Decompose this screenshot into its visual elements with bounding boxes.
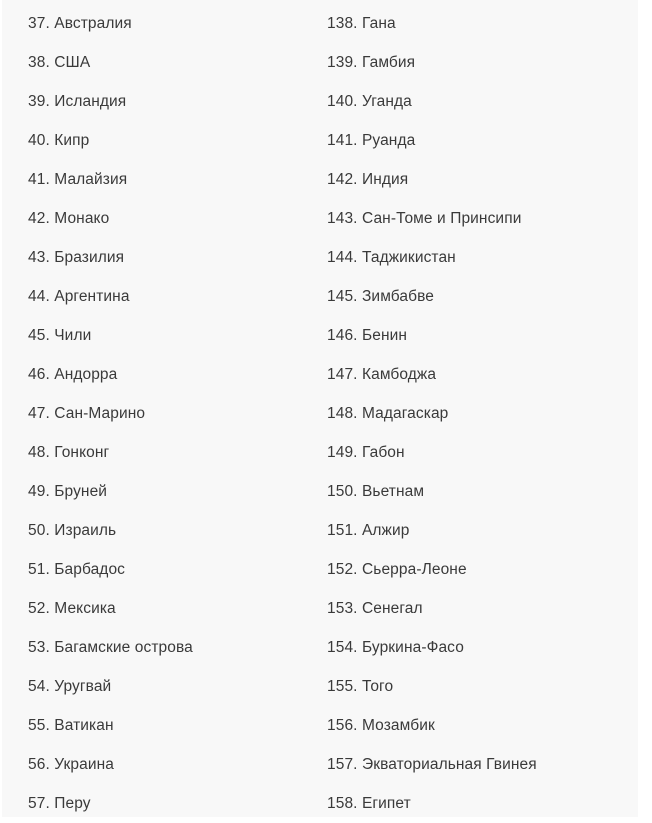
list-item: 50. Израиль [28,522,117,539]
list-item: 142. Индия [327,171,409,188]
list-item: 139. Гамбия [327,54,416,71]
list-item: 38. США [28,54,91,71]
list-item: 140. Уганда [327,93,412,110]
list-item: 42. Монако [28,210,110,227]
list-item: 148. Мадагаскар [327,405,449,422]
list-item: 144. Таджикистан [327,249,456,266]
list-item: 44. Аргентина [28,288,130,305]
list-item: 141. Руанда [327,132,416,149]
list-item: 53. Багамские острова [28,639,193,656]
list-item: 54. Уругвай [28,678,112,695]
list-item: 51. Барбадос [28,561,126,578]
list-item: 145. Зимбабве [327,288,434,305]
list-item: 45. Чили [28,327,92,344]
list-item: 143. Сан-Томе и Принсипи [327,210,522,227]
country-list-right-column [327,4,537,823]
list-item: 52. Мексика [28,600,116,617]
list-item: 39. Исландия [28,93,127,110]
list-item: 49. Бруней [28,483,108,500]
country-list-panel [2,0,638,817]
list-item: 55. Ватикан [28,717,114,734]
list-item: 57. Перу [28,795,91,812]
list-item: 56. Украина [28,756,114,773]
list-item: 153. Сенегал [327,600,423,617]
list-item: 155. Того [327,678,394,695]
list-item: 37. Австралия [28,15,132,32]
list-item: 146. Бенин [327,327,408,344]
list-item: 154. Буркина-Фасо [327,639,464,656]
list-item: 149. Габон [327,444,405,461]
list-item: 48. Гонконг [28,444,110,461]
list-item: 138. Гана [327,15,396,32]
list-item: 41. Малайзия [28,171,128,188]
list-item: 43. Бразилия [28,249,125,266]
list-item: 147. Камбоджа [327,366,437,383]
list-item: 156. Мозамбик [327,717,435,734]
list-item: 157. Экваториальная Гвинея [327,756,537,773]
list-item: 40. Кипр [28,132,90,149]
list-item: 158. Египет [327,795,411,812]
list-item: 46. Андорра [28,366,118,383]
country-list-left-column [28,4,193,823]
list-item: 152. Сьерра-Леоне [327,561,467,578]
list-item: 47. Сан-Марино [28,405,146,422]
list-item: 150. Вьетнам [327,483,425,500]
list-item: 151. Алжир [327,522,410,539]
